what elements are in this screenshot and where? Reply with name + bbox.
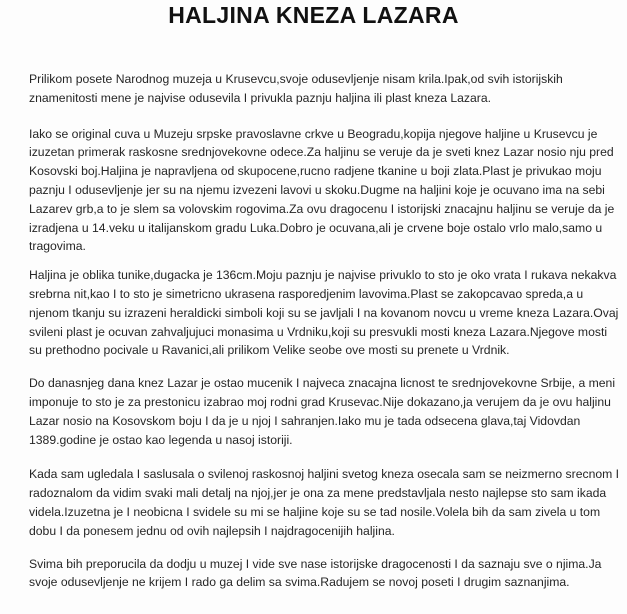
paragraph: Do danasnjeg dana knez Lazar je ostao mucenik I najveca znacajna licnost te srednjovekovne Srbije, a meni imponuje to sto je za prestonicu izabrao moj rodni grad Krusevac.Nije dokazano,ja verujem da je ovu haljinu Lazar nosio na Kosovskom boju I da je u njoj I sahranjen.Iako mu je tada odsecena glava,taj Vidovdan 1389.godine je ostao kao legenda u nasoj istoriji.	[29, 376, 616, 447]
paragraph: Prilikom posete Narodnog muzeja u Krusevcu,svoje odusevljenje nisam krila.Ipak,od svih istorijskih znamenitosti mene je najvise odusevila I privukla paznju haljina ili plast kneza Lazara.	[29, 72, 563, 105]
paragraph: Kada sam ugledala I saslusala o svilenoj raskosnoj haljini svetog kneza osecala sam se neizmerno srecnom I radoznalom da vidim svaki mali detalj na njoj,jer je ona za mene predstavljala nesto najlepse sto sam ikada videla.Izuzetna je I neobicna I svidele su mi se haljine koje su se tad nosile.Volela bih da sam zivela u tom dobu I da ponesem jednu od ovih najlepsih I najdragocenijih haljina.	[29, 467, 620, 538]
document-body	[29, 70, 621, 606]
paragraph: Haljina je oblika tunike,dugacka je 136cm.Moju paznju je najvise privuklo to sto je oko vrata I rukava nekakva srebrna nit,kao I to sto je simetricno ukrasena rasporedjenim lavovima.Plast se zakopcavao spreda,a u njenom tkanju su izrazeni heraldicki simboli koji su se javljali I na kovanom novcu u vreme kneza Lazara.Ovaj svileni plast je ocuvan zahvaljujuci monasima u Vrdniku,koji su presvukli mosti kneza Lazara.Njegove mosti su prethodno pocivale u Ravanici,ali prilikom Velike seobe ove mosti su prenete u Vrdnik.	[29, 268, 619, 358]
paragraph: Iako se original cuva u Muzeju srpske pravoslavne crkve u Beogradu,kopija njegove haljine u Krusevcu je izuzetan primerak raskosne srednjovekovne odece.Za haljinu se veruje da je sveti knez Lazar nosio nju pred Kosovski boj.Haljina je napravljena od skupocene,rucno radjene tkanine u boji zlata.Plast je privukao moju paznju I odusevljenje jer su na njemu izvezeni lavovi u skoku.Dugme na haljini koje je ocuvano ima na sebi Lazarev grb,a to je slem sa volovskim rogovima.Za ovu dragocenu I istorijski znacajnu haljinu se veruje da je izradjena u 14.veku u italijanskom gradu Luka.Dobro je ocuvana,ali je crvene boje ostalo vrlo malo,samo u tragovima.	[29, 126, 615, 254]
document-title: HALJINA KNEZA LAZARA	[168, 2, 459, 28]
paragraph: Svima bih preporucila da dodju u muzej I vide sve nase istorijske dragocenosti I da saznaju sve o njima.Ja svoje odusevljenje ne krijem I rado ga delim sa svima.Radujem se novoj poseti I drugim saznanjima.	[29, 556, 602, 590]
